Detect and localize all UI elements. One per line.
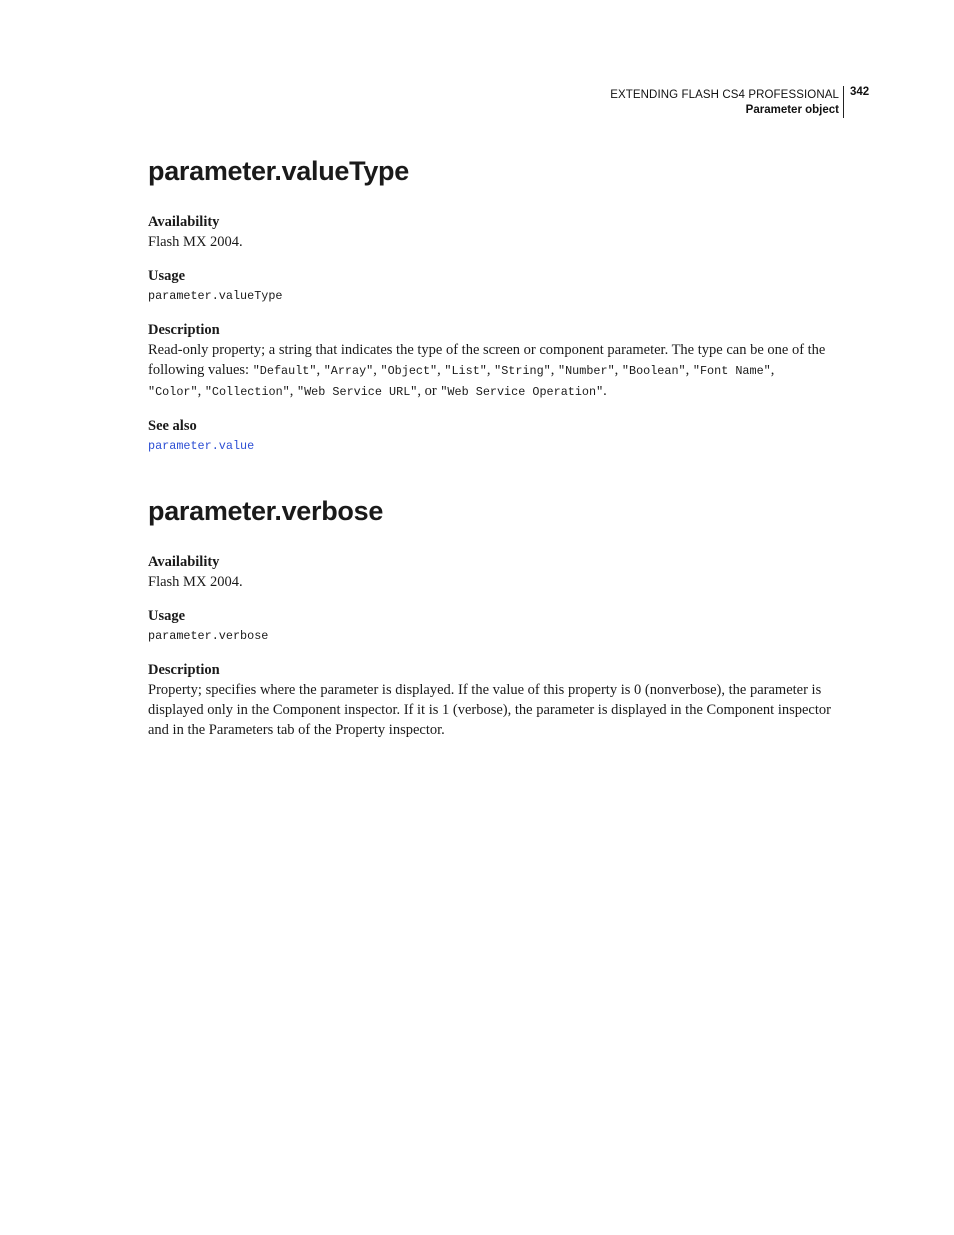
description-block	[148, 320, 840, 402]
values-list-2: "Color", "Collection", "Web Service URL",	[148, 383, 425, 399]
entry-verbose	[148, 490, 840, 740]
values-or: or	[424, 383, 437, 399]
description-lead: Read-only property; a string that indicates the type of the screen or component parameter. The type can be one of the	[148, 342, 826, 358]
usage-heading: Usage	[148, 608, 186, 624]
value-token: "List"	[444, 364, 487, 378]
availability-block	[148, 552, 840, 592]
description-text	[148, 680, 840, 740]
description-block	[148, 660, 840, 740]
availability-heading: Availability	[148, 214, 220, 230]
see-also-link[interactable]: parameter.value	[148, 439, 255, 453]
usage-block	[148, 606, 840, 646]
availability-block	[148, 212, 840, 252]
usage-code: parameter.valueType	[148, 289, 283, 303]
description-line: Property; specifies where the parameter is displayed. If the value of this property is 0 (nonverbose), the parameter is	[148, 682, 822, 698]
availability-heading: Availability	[148, 554, 220, 570]
see-also-heading: See also	[148, 418, 197, 434]
value-last: "Web Service Operation"	[440, 385, 604, 399]
values-line-2: "Color", "Collection", "Web Service URL", or "Web Service Operation".	[148, 383, 607, 399]
usage-block	[148, 266, 840, 306]
values-intro: following values:	[148, 362, 250, 378]
value-token: "String"	[494, 364, 551, 378]
value-token: "Color"	[148, 385, 198, 399]
values-line-1	[148, 360, 840, 381]
see-also-block	[148, 416, 840, 456]
running-header	[560, 86, 844, 118]
availability-text: Flash MX 2004.	[148, 574, 243, 590]
value-token: "Default"	[252, 364, 317, 378]
value-token: "Number"	[558, 364, 615, 378]
description-line: and in the Parameters tab of the Property inspector.	[148, 722, 445, 738]
usage-heading: Usage	[148, 268, 186, 284]
entry-title: parameter.verbose	[148, 496, 384, 526]
value-token: "Object"	[380, 364, 438, 378]
description-text	[148, 340, 840, 402]
description-heading: Description	[148, 662, 220, 678]
entry-title: parameter.valueType	[148, 156, 409, 186]
value-token: "Collection"	[204, 385, 290, 399]
value-token: "Font Name"	[692, 364, 771, 378]
page-content	[148, 150, 840, 774]
value-token: "Web Service URL"	[297, 385, 418, 399]
entry-valuetype	[148, 150, 840, 456]
description-line: displayed only in the Component inspector. If it is 1 (verbose), the parameter is displayed in the Component inspector	[148, 702, 831, 718]
description-heading: Description	[148, 322, 220, 338]
book-title: EXTENDING FLASH CS4 PROFESSIONAL	[610, 89, 839, 101]
values-list-1: "Default", "Array", "Object", "List", "String", "Number", "Boolean", "Font Name",	[252, 362, 775, 378]
availability-text: Flash MX 2004.	[148, 234, 243, 250]
value-token: "Array"	[323, 364, 374, 378]
page-number: 342	[850, 86, 870, 98]
value-token: "Boolean"	[621, 364, 686, 378]
usage-code: parameter.verbose	[148, 629, 269, 643]
chapter-title: Parameter object	[745, 104, 839, 116]
